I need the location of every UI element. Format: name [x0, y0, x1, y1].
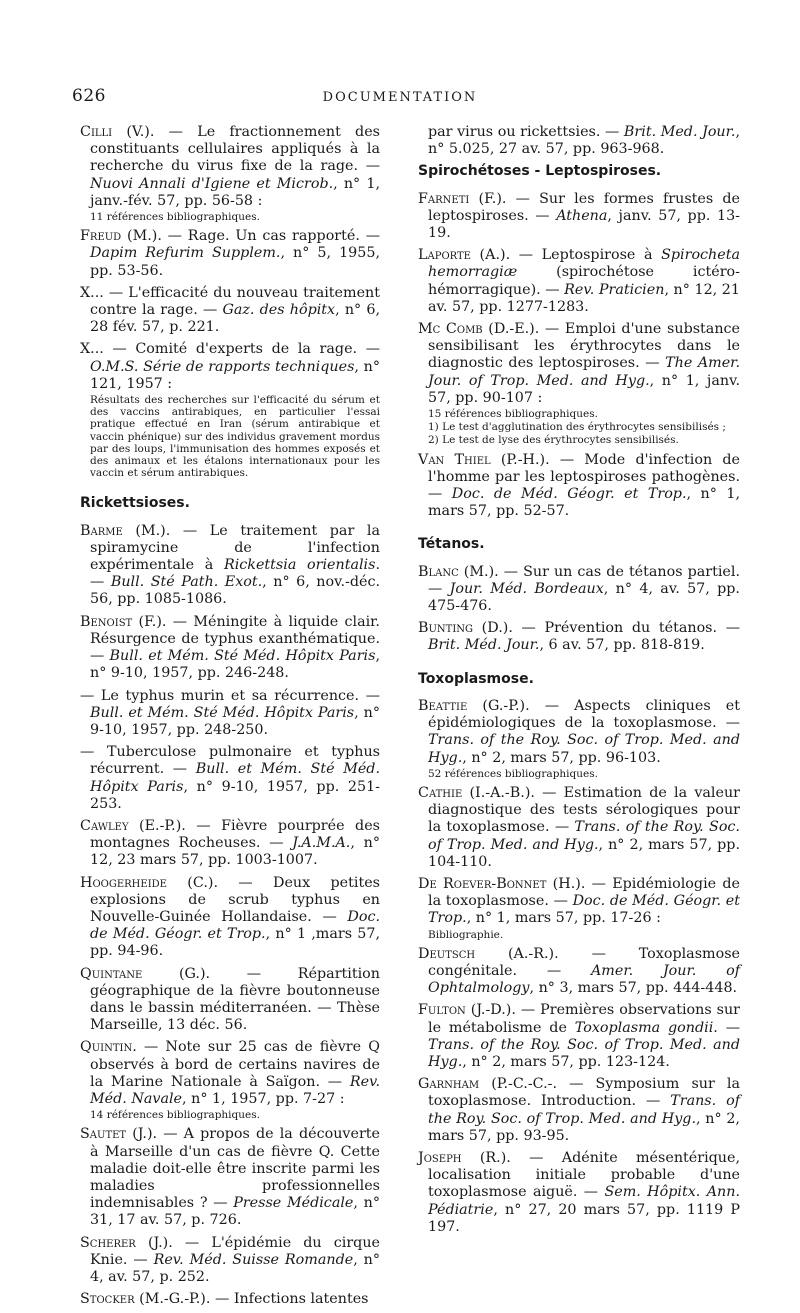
- entry-note: 14 références bibliographiques.: [90, 1109, 260, 1122]
- entry-note: 1) Le test d'agglutination des érythrocytes sensibilisés ;: [428, 421, 726, 434]
- entry-title: par virus ou rickettsies. —: [428, 124, 624, 140]
- entry-details: , n° 6, nov.-déc. 56, pp. 1085-1086.: [90, 574, 380, 608]
- bibliography-entry: [80, 1126, 380, 1229]
- entry-details: , n° 2, mars 57, pp. 96-103.: [462, 749, 661, 766]
- entry-title: — L'efficacité du nouveau traitement contre la rage. —: [90, 284, 380, 319]
- entry-title-italic: Toxoplasma gondii: [574, 1019, 714, 1036]
- entry-details: , n° 1, janv.-fév. 57, pp. 56-58 :: [90, 175, 380, 209]
- entry-title: — Epidémiologie de la toxoplasmose. —: [428, 875, 740, 910]
- entry-author: X...: [80, 341, 104, 358]
- entry-title: — Adénite mésentérique, localisation initiale probable d'une toxoplasmose aiguë. —: [428, 1149, 741, 1201]
- entry-details: , n° 3, mars 57, pp. 444-448.: [529, 980, 738, 997]
- entry-author: Mc Comb (D.-E.).: [418, 321, 540, 338]
- entry-title-italic: Spirocheta hemorragiæ: [428, 247, 740, 281]
- entry-author: X...: [80, 284, 104, 301]
- entry-source: Doc. de Méd. Géogr. et Trop.: [451, 486, 687, 503]
- entry-details: , 6 av. 57, pp. 818-819.: [539, 637, 705, 654]
- entry-title: — Sur les formes frustes de leptospiroses. —: [428, 190, 740, 224]
- entry-title-cont: (spirochétose ictéro-hémorragique). —: [428, 264, 740, 298]
- entry-author: Hoogerheide (C.).: [80, 874, 218, 891]
- entry-author: Cilli (V.).: [80, 124, 155, 140]
- entry-details: , n° 1, mars 57, pp. 52-57.: [428, 486, 741, 520]
- entry-title: — L'épidémie du cirque Knie. —: [90, 1234, 380, 1268]
- entry-details: , n° 1, janv. 57, pp. 90-107 :: [428, 372, 740, 406]
- entry-details: , n° 12, 23 mars 57, pp. 1003-1007.: [90, 835, 381, 869]
- bibliography-entry: [80, 523, 380, 609]
- entry-source: Trans. of the Roy. Soc. of Trop. Med. and Hyg.: [428, 1036, 740, 1070]
- entry-title: — Symposium sur la toxoplasmose. Introduction. —: [428, 1076, 741, 1110]
- entry-author-dash: —: [80, 744, 95, 761]
- section-heading-rickettsioses: Rickettsioses.: [80, 495, 190, 512]
- bibliography-entry: [80, 124, 380, 223]
- entry-author: Bunting (D.).: [418, 620, 513, 637]
- entry-title: — Rage. Un cas rapporté. —: [161, 228, 380, 245]
- entry-source: Rev. Praticien: [564, 281, 665, 298]
- entry-source: Rev. Méd. Navale: [90, 1073, 380, 1107]
- entry-source: Dapim Refurim Supplem.: [90, 245, 281, 262]
- entry-note: 52 références bibliographiques.: [428, 767, 598, 780]
- bibliography-entry: [80, 875, 380, 961]
- page-number: 626: [72, 86, 106, 106]
- entry-source: Athena: [556, 207, 608, 224]
- entry-source: Gaz. des hôpitx: [222, 302, 336, 319]
- bibliography-entry: [418, 452, 740, 521]
- entry-details: , n° 121, 1957 :: [90, 358, 380, 392]
- entry-details: , n° 9-10, 1957, pp. 248-250.: [90, 704, 380, 738]
- entry-author: Van Thiel (P.-H.).: [418, 451, 550, 468]
- bibliography-entry: [80, 966, 380, 1035]
- entry-author: Scherer (J.).: [80, 1234, 173, 1251]
- entry-details: , n° 5.025, 27 av. 57, pp. 963-968.: [428, 124, 740, 158]
- entry-details: , n° 4, av. 57, p. 252.: [90, 1251, 380, 1285]
- bibliography-entry: [418, 1150, 740, 1236]
- bibliography-entry: [418, 876, 740, 941]
- entry-source: The Amer. Jour. of Trop. Med. and Hyg.: [428, 355, 740, 389]
- entry-source: Trans. of the Roy. Soc. of Trop. Med. and Hyg.: [428, 732, 740, 766]
- entry-title: — Toxoplasmose congénitale. —: [428, 945, 741, 979]
- bibliography-entry: [80, 1039, 380, 1121]
- entry-author: Laporte (A.).: [418, 247, 511, 264]
- entry-source: J.A.M.A.: [292, 835, 351, 852]
- bibliography-entry: [418, 1002, 740, 1071]
- bibliography-entry: [80, 744, 380, 813]
- entry-title: — Deux petites explosions de scrub typhus en Nouvelle-Guinée Hollandaise. —: [90, 874, 380, 925]
- entry-author: Freud (M.).: [80, 228, 162, 245]
- entry-source: Amer. Jour. of Ophtalmology: [428, 962, 741, 997]
- entry-author: Stocker (M.-G.-P.).: [80, 1291, 211, 1308]
- entry-author: Quintane (G.).: [80, 965, 211, 982]
- bibliography-entry: [80, 1291, 380, 1308]
- entry-author: Quintin.: [80, 1039, 137, 1056]
- entry-source: Presse Médicale: [233, 1195, 354, 1212]
- entry-details: , n° 6, 28 fév. 57, p. 221.: [90, 302, 380, 336]
- entry-author: Sautet (J.).: [80, 1126, 158, 1143]
- entry-title-italic: Rickettsia orientalis: [223, 557, 376, 574]
- entry-source: Doc. de Méd. Géogr. et Trop.: [428, 893, 740, 927]
- entry-details: , n° 1, mars 57, pp. 17-26 :: [466, 910, 661, 927]
- entry-source: Bull. et Mém. Sté Méd. Hôpitx Paris: [109, 648, 376, 665]
- entry-note: 11 références bibliographiques.: [90, 211, 260, 224]
- entry-details: , n° 1, 1957, pp. 7-27 :: [182, 1090, 345, 1107]
- entry-source: Nuovi Annali d'Igiene et Microb.: [90, 175, 334, 192]
- entry-source: Brit. Méd. Jour.: [428, 637, 540, 654]
- entry-source: Bull. Sté Path. Exot.: [110, 574, 263, 591]
- entry-details: , n° 27, 20 mars 57, pp. 1119 P 197.: [428, 1201, 740, 1235]
- entry-title: — Le fractionnement des constituants cellulaires appliqués à la recherche du virus fixe de la rage. —: [90, 124, 380, 175]
- entry-details: , janv. 57, pp. 13-19.: [428, 207, 740, 242]
- bibliography-entry-continued: [418, 124, 740, 158]
- entry-note: 15 références bibliographiques.: [428, 408, 598, 421]
- entry-author: Garnham (P.-C.-C.-.: [418, 1076, 558, 1093]
- entry-title: — Aspects cliniques et épidémiologiques de la toxoplasmose. —: [428, 697, 740, 732]
- bibliography-entry: [80, 228, 380, 280]
- entry-title: — Répartition géographique de la fièvre boutonneuse dans le bassin méditerranéen. — Thèse Marseille, 13 déc. 56.: [90, 965, 380, 1034]
- bibliography-entry: [418, 191, 740, 243]
- entry-author: Cathie (I.-A.-B.).: [418, 784, 535, 801]
- bibliography-entry: [80, 285, 380, 337]
- entry-source: Brit. Med. Jour.: [623, 124, 736, 140]
- entry-title: Tuberculose pulmonaire et typhus récurrent. —: [90, 744, 380, 778]
- entry-details: , n° 9-10, 1957, pp. 251-253.: [90, 778, 380, 812]
- entry-details: , n° 9-10, 1957, pp. 246-248.: [90, 648, 381, 682]
- entry-title: — Prévention du tétanos. —: [512, 620, 740, 637]
- entry-author: Barme (M.).: [80, 522, 171, 539]
- bibliography-entry: [418, 247, 740, 316]
- entry-details: , n° 2, mars 57, pp. 93-95.: [428, 1110, 740, 1144]
- entry-note: Bibliographie.: [428, 928, 504, 941]
- entry-source: Bull. et Mém. Sté Méd. Hôpitx Paris: [90, 761, 380, 795]
- entry-details: , n° 4, av. 57, pp. 475-476.: [428, 580, 740, 615]
- right-column: [418, 124, 740, 1241]
- entry-author: Fulton (J.-D.).: [418, 1002, 516, 1019]
- entry-title: — Mode d'infection de l'homme par les leptospiroses pathogènes. —: [428, 451, 741, 503]
- entry-title: — Fièvre pourprée des montagnes Rocheuses. —: [90, 817, 380, 852]
- entry-details: , n° 31, 17 av. 57, p. 726.: [90, 1195, 380, 1229]
- entry-title: — Note sur 25 cas de fièvre Q observés à bord de certains navires de la Marine Nationale à Saïgon. —: [90, 1039, 380, 1090]
- entry-note: 2) Le test de lyse des érythrocytes sensibilisés.: [428, 434, 679, 447]
- entry-details: , n° 2, mars 57, pp. 104-110.: [428, 836, 740, 870]
- entry-details: , n° 12, 21 av. 57, pp. 1277-1283.: [428, 281, 740, 315]
- entry-author: Blanc (M.).: [418, 563, 499, 580]
- entry-author: De Roever-Bonnet (H.).: [418, 875, 586, 892]
- bibliography-entry: [418, 698, 740, 780]
- entry-source: Sem. Hôpitx. Ann. Pédiatrie: [428, 1184, 740, 1218]
- bibliography-entry: [80, 818, 380, 870]
- bibliography-entry: [418, 564, 740, 616]
- entry-source: Bull. et Mém. Sté Méd. Hôpitx Paris: [90, 704, 355, 721]
- entry-title: — A propos de la découverte à Marseille d'un cas de fièvre Q. Cette maladie doit-elle être inscrite parmi les maladies professionnelles indemnisables ? —: [90, 1126, 380, 1212]
- bibliography-entry: [418, 785, 740, 871]
- entry-author: Cawley (E.-P.).: [80, 817, 186, 834]
- entry-source: Jour. Méd. Bordeaux: [449, 580, 604, 597]
- entry-title: — Sur un cas de tétanos partiel. —: [428, 563, 741, 597]
- entry-title: — Estimation de la valeur diagnostique des tests sérologiques pour la toxoplasmose. —: [428, 784, 740, 836]
- bibliography-entry: [80, 614, 380, 683]
- entry-title: — Comité d'experts de la rage. —: [103, 341, 380, 358]
- entry-abstract: Résultats des recherches sur l'efficacité du sérum et des vaccins antirabiques, en particulier l'essai pratique effectué en Iran (sérum antirabique et vaccin phénique) sur des individus gravement mordus par des loups, l'immunisation des hommes exposés et des animaux et les étalons internationaux pour les vaccin et sérum antirabiques.: [90, 394, 380, 480]
- running-title: DOCUMENTATION: [322, 90, 478, 105]
- entry-source: O.M.S. Série de rapports techniques: [90, 358, 355, 375]
- entry-title: — Infections latentes: [210, 1291, 369, 1308]
- entry-title: — Méningite à liquide clair. Résurgence de typhus exanthématique. —: [90, 613, 380, 665]
- entry-source: Trans. of the Roy. Soc. of Trop. Med. and Hyg.: [428, 819, 740, 853]
- entry-details: , n° 5, 1955, pp. 53-56.: [90, 245, 380, 279]
- entry-author: Beattie (G.-P.).: [418, 697, 530, 714]
- section-heading-tetanos: Tétanos.: [418, 536, 485, 553]
- left-column: [80, 124, 380, 1313]
- bibliography-entry: [80, 688, 380, 740]
- entry-title: — Premières observations sur le métabolisme de: [428, 1002, 740, 1036]
- bibliography-entry: [80, 1235, 380, 1287]
- bibliography-entry: [418, 321, 740, 447]
- entry-details: , n° 2, mars 57, pp. 123-124.: [462, 1053, 670, 1070]
- bibliography-entry: [418, 620, 740, 654]
- entry-author: Farneti (F.).: [418, 190, 507, 207]
- entry-title: Le typhus murin et sa récurrence. —: [94, 687, 380, 704]
- entry-source: Doc. de Méd. Géogr. et Trop.: [90, 908, 380, 943]
- entry-title: — Le traitement par la spiramycine de l'infection expérimentale à: [90, 522, 380, 574]
- entry-separator: . —: [90, 557, 381, 591]
- bibliography-entry: [418, 1076, 740, 1145]
- entry-source: Rev. Méd. Suisse Romande: [153, 1251, 354, 1268]
- entry-author: Deutsch (A.-R.).: [418, 945, 559, 962]
- entry-source: Trans. of the Roy. Soc. of Trop. Med. and Hyg.: [428, 1093, 740, 1127]
- entry-author-dash: —: [80, 687, 95, 704]
- bibliography-entry: [80, 341, 380, 479]
- section-heading-spirochetoses: Spirochétoses - Leptospiroses.: [418, 163, 662, 180]
- section-heading-toxoplasmose: Toxoplasmose.: [418, 670, 534, 687]
- entry-title: — Leptospirose à: [510, 247, 662, 264]
- entry-title: — Emploi d'une substance sensibilisant les érythrocytes dans le diagnostic des leptospiroses. —: [428, 321, 740, 372]
- entry-details: , n° 1 ,mars 57, pp. 94-96.: [90, 926, 380, 960]
- entry-author: Benoist (F.).: [80, 613, 167, 630]
- bibliography-entry: [418, 946, 740, 998]
- entry-separator: . —: [713, 1019, 741, 1036]
- entry-author: Joseph (R.).: [418, 1149, 511, 1166]
